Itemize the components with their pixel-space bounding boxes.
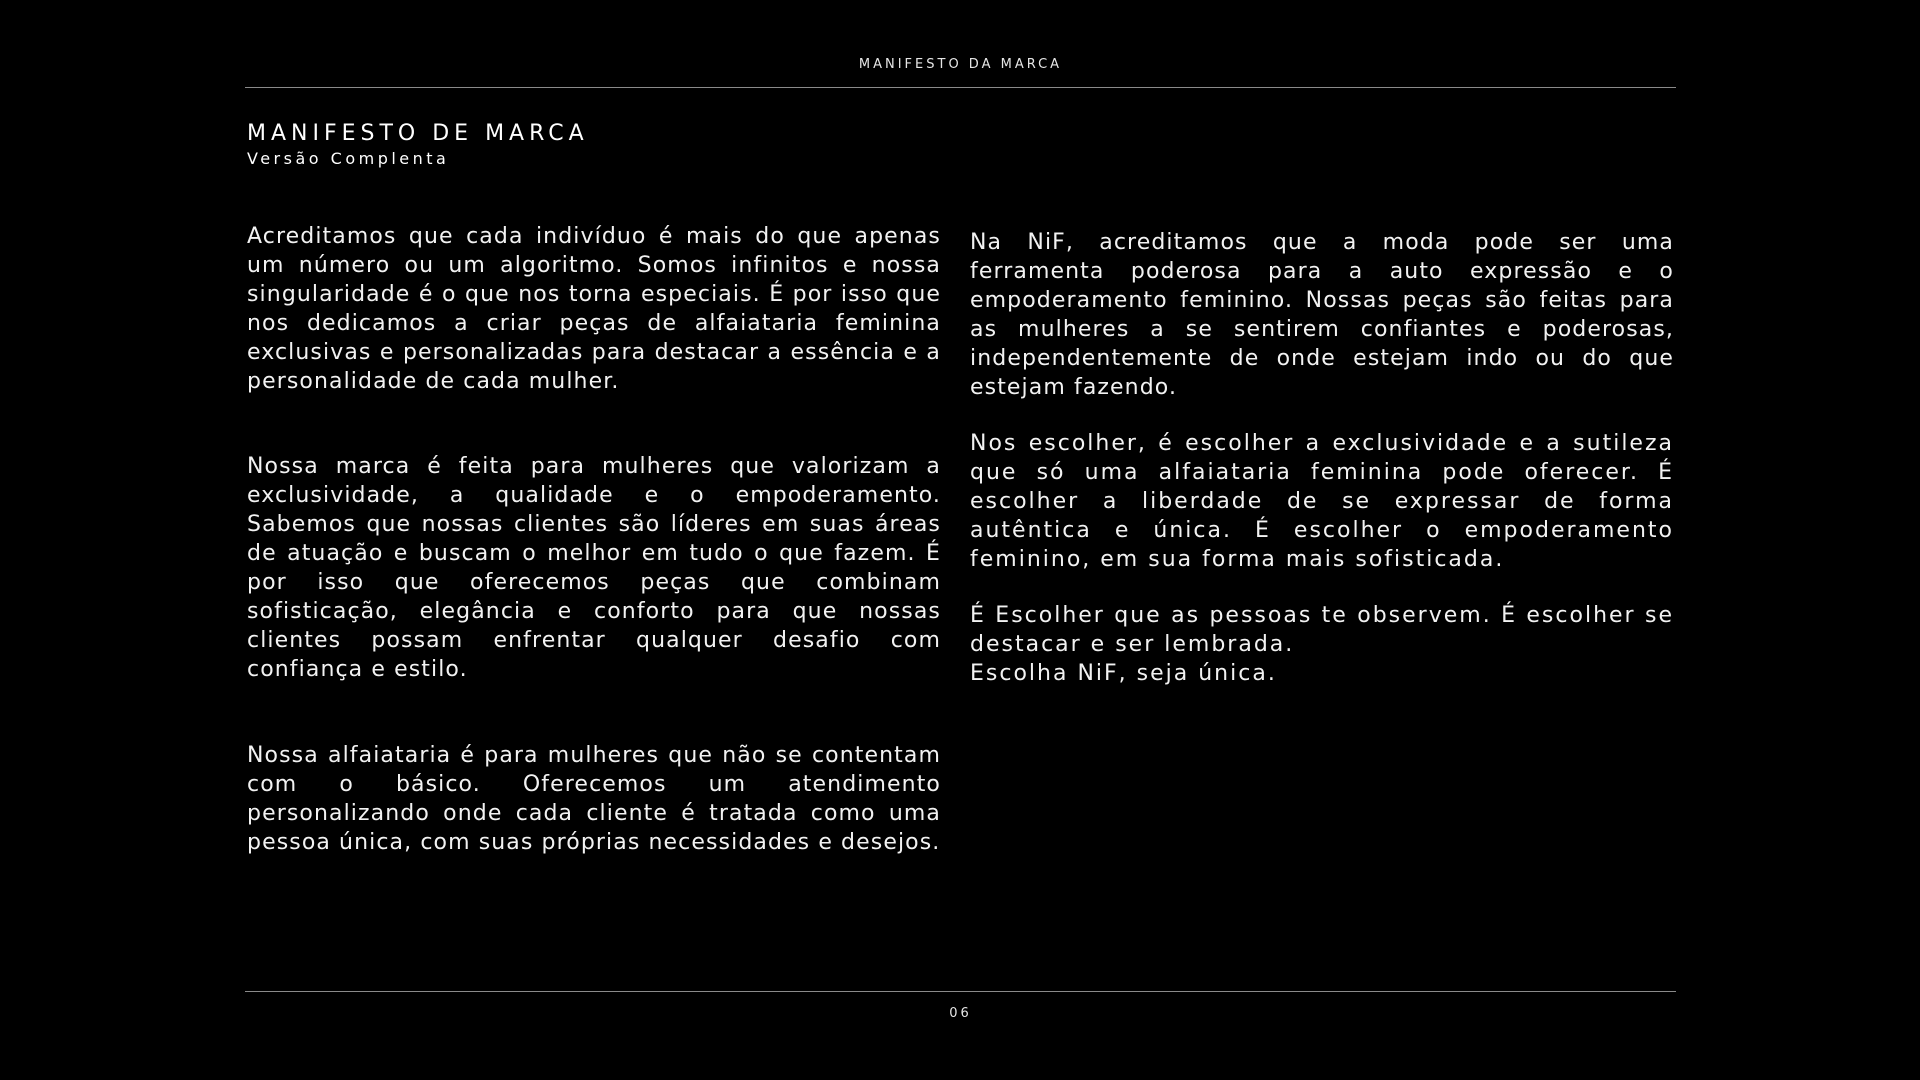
top-divider <box>245 87 1676 88</box>
page-number: 06 <box>949 1006 972 1021</box>
bottom-divider <box>245 991 1676 992</box>
page-subtitle: Versão Complenta <box>247 149 450 168</box>
manifesto-paragraph-1: Acreditamos que cada indivíduo é mais do que apenas um número ou um algoritmo. Somos infinitos e nossa singularidade é o que nos torna especiais. É por isso que nos dedicamos a criar peças de alfaiataria feminina exclusivas e personalizadas para destacar a essência e a personalidade de cada mulher. <box>247 224 941 394</box>
section-header-label: MANIFESTO DA MARCA <box>858 57 1063 72</box>
manifesto-paragraph-5: Nos escolher, é escolher a exclusividade e a sutileza que só uma alfaiataria feminina pode oferecer. É escolher a liberdade de se expressar de forma autêntica e única. É escolher o empoderamento feminino, em sua forma mais sofisticada. <box>970 431 1674 572</box>
manifesto-paragraph-3: Nossa alfaiataria é para mulheres que não se contentam com o básico. Oferecemos um atendimento personalizando onde cada cliente é tratada como uma pessoa única, com suas próprias necessidades e desejos. <box>247 743 941 855</box>
page-title: MANIFESTO DE MARCA <box>247 121 589 146</box>
manifesto-paragraph-4: Na NiF, acreditamos que a moda pode ser uma ferramenta poderosa para a auto expressão e o empoderamento feminino. Nossas peças são feitas para as mulheres a se sentirem confiantes e poderosas, independentemente de onde estejam indo ou do que estejam fazendo. <box>970 230 1674 400</box>
manifesto-paragraph-6: É Escolher que as pessoas te observem. É escolher se destacar e ser lembrada. Escolha NiF, seja única. <box>970 603 1674 686</box>
manifesto-paragraph-2: Nossa marca é feita para mulheres que valorizam a exclusividade, a qualidade e o empoderamento. Sabemos que nossas clientes são líderes em suas áreas de atuação e buscam o melhor em tudo o que fazem. É por isso que oferecemos peças que combinam sofisticação, elegância e conforto para que nossas clientes possam enfrentar qualquer desafio com confiança e estilo. <box>247 454 941 682</box>
